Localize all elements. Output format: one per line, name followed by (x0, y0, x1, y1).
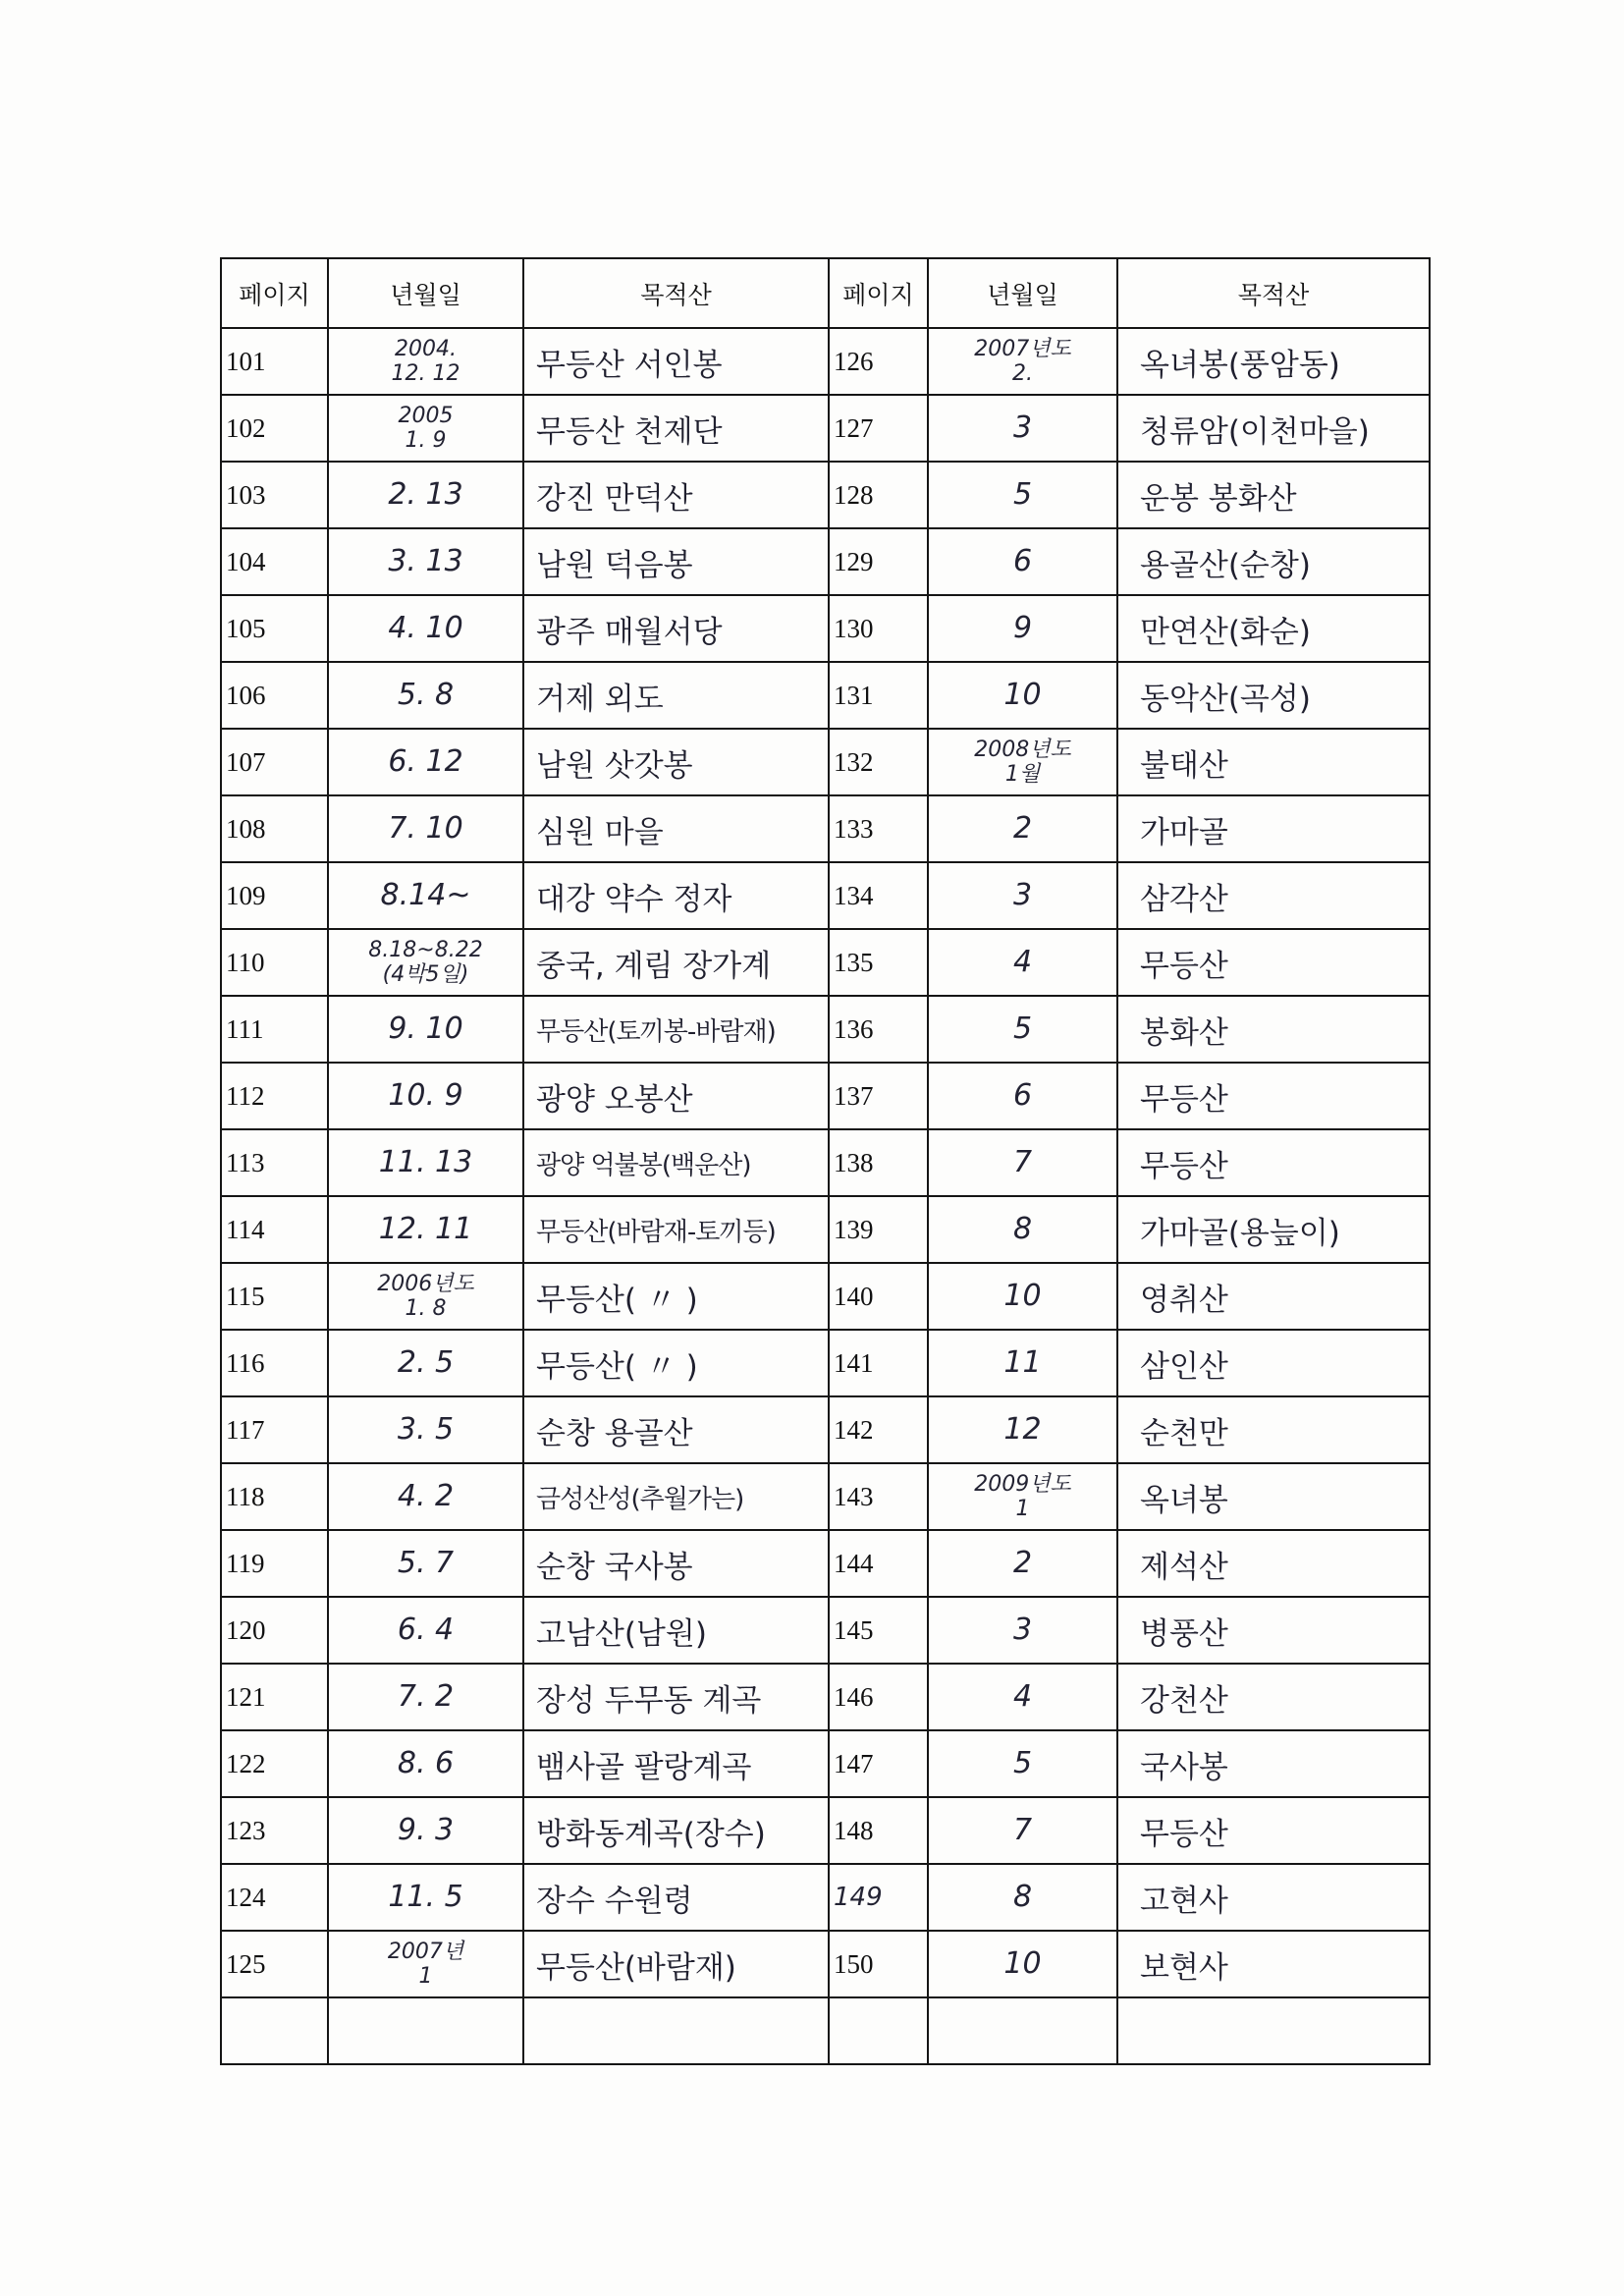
page-number: 131 (829, 662, 928, 729)
date: 10 (928, 1931, 1117, 1997)
page-number: 137 (829, 1063, 928, 1129)
log-row (221, 1931, 1430, 1997)
log-row (221, 1864, 1430, 1931)
header-row (221, 258, 1430, 328)
destination: 불태산 (1117, 729, 1430, 795)
page-number: 106 (221, 662, 328, 729)
log-row (221, 929, 1430, 996)
page-number: 103 (221, 462, 328, 528)
date: 12. 11 (328, 1196, 523, 1263)
destination: 가마골(용늪이) (1117, 1196, 1430, 1263)
page-number: 149 (829, 1864, 928, 1931)
hiking-log-table (220, 257, 1431, 2065)
page-number: 114 (221, 1196, 328, 1263)
date: 10 (928, 1263, 1117, 1330)
page-number: 135 (829, 929, 928, 996)
destination: 국사봉 (1117, 1730, 1430, 1797)
destination: 옥녀봉(풍암동) (1117, 328, 1430, 395)
page-number: 130 (829, 595, 928, 662)
destination: 옥녀봉 (1117, 1463, 1430, 1530)
date: 2. 13 (328, 462, 523, 528)
date: 7. 10 (328, 795, 523, 862)
destination: 가마골 (1117, 795, 1430, 862)
log-row (221, 1530, 1430, 1597)
page-number: 132 (829, 729, 928, 795)
date: 5 (928, 996, 1117, 1063)
log-row (221, 1597, 1430, 1664)
date: 11. 5 (328, 1864, 523, 1931)
log-row (221, 528, 1430, 595)
page-number: 108 (221, 795, 328, 862)
date: 9. 3 (328, 1797, 523, 1864)
destination: 순창 용골산 (523, 1396, 829, 1463)
date: 6. 4 (328, 1597, 523, 1664)
destination: 장성 두무동 계곡 (523, 1664, 829, 1730)
destination: 삼인산 (1117, 1330, 1430, 1396)
page-number: 150 (829, 1931, 928, 1997)
page-number: 136 (829, 996, 928, 1063)
date: 8 (928, 1196, 1117, 1263)
page-number: 120 (221, 1597, 328, 1664)
destination: 무등산(바람재) (523, 1931, 829, 1997)
date: 2008년도 1월 (928, 729, 1117, 795)
empty-cell (523, 1997, 829, 2064)
date: 10. 9 (328, 1063, 523, 1129)
log-row (221, 1664, 1430, 1730)
log-row (221, 328, 1430, 395)
page-number: 133 (829, 795, 928, 862)
destination: 동악산(곡성) (1117, 662, 1430, 729)
destination: 남원 삿갓봉 (523, 729, 829, 795)
page-number: 113 (221, 1129, 328, 1196)
date: 3 (928, 862, 1117, 929)
destination: 중국, 계림 장가계 (523, 929, 829, 996)
page-number: 112 (221, 1063, 328, 1129)
destination: 무등산(바람재-토끼등) (523, 1196, 829, 1263)
page-number: 146 (829, 1664, 928, 1730)
page-number: 110 (221, 929, 328, 996)
page-number: 143 (829, 1463, 928, 1530)
destination: 장수 수원령 (523, 1864, 829, 1931)
date: 2. 5 (328, 1330, 523, 1396)
date: 3 (928, 1597, 1117, 1664)
destination: 고남산(남원) (523, 1597, 829, 1664)
log-row (221, 1063, 1430, 1129)
page-number: 107 (221, 729, 328, 795)
destination: 보현사 (1117, 1931, 1430, 1997)
date: 12 (928, 1396, 1117, 1463)
header-page: 페이지 (221, 258, 328, 328)
destination: 남원 덕음봉 (523, 528, 829, 595)
destination: 무등산 (1117, 1797, 1430, 1864)
log-row (221, 1263, 1430, 1330)
destination: 방화동계곡(장수) (523, 1797, 829, 1864)
log-row (221, 1330, 1430, 1396)
empty-cell (328, 1997, 523, 2064)
date: 11 (928, 1330, 1117, 1396)
date: 4. 2 (328, 1463, 523, 1530)
page-number: 128 (829, 462, 928, 528)
page-number: 140 (829, 1263, 928, 1330)
date: 2009년도 1 (928, 1463, 1117, 1530)
header-destination: 목적산 (523, 258, 829, 328)
date: 6 (928, 1063, 1117, 1129)
date: 2006년도 1. 8 (328, 1263, 523, 1330)
log-row (221, 1797, 1430, 1864)
destination: 영취산 (1117, 1263, 1430, 1330)
destination: 고현사 (1117, 1864, 1430, 1931)
destination: 금성산성(추월가는) (523, 1463, 829, 1530)
destination: 광양 억불봉(백운산) (523, 1129, 829, 1196)
page-number: 134 (829, 862, 928, 929)
page-number: 117 (221, 1396, 328, 1463)
date: 2004. 12. 12 (328, 328, 523, 395)
page-number: 101 (221, 328, 328, 395)
date: 2007년 1 (328, 1931, 523, 1997)
date: 5. 7 (328, 1530, 523, 1597)
log-row (221, 1396, 1430, 1463)
destination: 봉화산 (1117, 996, 1430, 1063)
destination: 청류암(이천마을) (1117, 395, 1430, 462)
page-number: 129 (829, 528, 928, 595)
date: 7. 2 (328, 1664, 523, 1730)
page-number: 148 (829, 1797, 928, 1864)
page-number: 116 (221, 1330, 328, 1396)
log-row (221, 1196, 1430, 1263)
date: 8.18~8.22 (4박5일) (328, 929, 523, 996)
date: 4 (928, 1664, 1117, 1730)
page-number: 111 (221, 996, 328, 1063)
date: 6 (928, 528, 1117, 595)
destination: 광양 오봉산 (523, 1063, 829, 1129)
page-number: 144 (829, 1530, 928, 1597)
destination: 뱀사골 팔랑계곡 (523, 1730, 829, 1797)
date: 3 (928, 395, 1117, 462)
date: 5 (928, 462, 1117, 528)
date: 2 (928, 1530, 1117, 1597)
header-date: 년월일 (328, 258, 523, 328)
date: 3. 5 (328, 1396, 523, 1463)
date: 2007년도 2. (928, 328, 1117, 395)
empty-cell (928, 1997, 1117, 2064)
log-row (221, 862, 1430, 929)
log-row (221, 1730, 1430, 1797)
date: 4. 10 (328, 595, 523, 662)
page-number: 125 (221, 1931, 328, 1997)
page-number: 147 (829, 1730, 928, 1797)
log-row (221, 395, 1430, 462)
date: 2005 1. 9 (328, 395, 523, 462)
destination: 광주 매월서당 (523, 595, 829, 662)
destination: 무등산 (1117, 1129, 1430, 1196)
header-page: 페이지 (829, 258, 928, 328)
page-number: 102 (221, 395, 328, 462)
date: 10 (928, 662, 1117, 729)
log-row (221, 462, 1430, 528)
destination: 심원 마을 (523, 795, 829, 862)
destination: 무등산 천제단 (523, 395, 829, 462)
destination: 무등산( 〃 ) (523, 1263, 829, 1330)
page-number: 122 (221, 1730, 328, 1797)
empty-cell (829, 1997, 928, 2064)
page-number: 139 (829, 1196, 928, 1263)
page-number: 104 (221, 528, 328, 595)
log-row (221, 729, 1430, 795)
destination: 무등산 (1117, 929, 1430, 996)
page-number: 123 (221, 1797, 328, 1864)
destination: 강천산 (1117, 1664, 1430, 1730)
destination: 만연산(화순) (1117, 595, 1430, 662)
page-number: 126 (829, 328, 928, 395)
destination: 강진 만덕산 (523, 462, 829, 528)
date: 11. 13 (328, 1129, 523, 1196)
page-number: 105 (221, 595, 328, 662)
empty-row (221, 1997, 1430, 2064)
destination: 순창 국사봉 (523, 1530, 829, 1597)
log-row (221, 662, 1430, 729)
date: 9. 10 (328, 996, 523, 1063)
date: 8. 6 (328, 1730, 523, 1797)
page-number: 141 (829, 1330, 928, 1396)
log-row (221, 996, 1430, 1063)
date: 2 (928, 795, 1117, 862)
page-number: 142 (829, 1396, 928, 1463)
date: 6. 12 (328, 729, 523, 795)
destination: 무등산(토끼봉-바람재) (523, 996, 829, 1063)
date: 8 (928, 1864, 1117, 1931)
destination: 대강 약수 정자 (523, 862, 829, 929)
destination: 무등산 서인봉 (523, 328, 829, 395)
page-number: 124 (221, 1864, 328, 1931)
date: 7 (928, 1797, 1117, 1864)
log-row (221, 1463, 1430, 1530)
log-row (221, 595, 1430, 662)
date: 3. 13 (328, 528, 523, 595)
page-number: 119 (221, 1530, 328, 1597)
empty-cell (1117, 1997, 1430, 2064)
empty-cell (221, 1997, 328, 2064)
destination: 용골산(순창) (1117, 528, 1430, 595)
page-number: 145 (829, 1597, 928, 1664)
date: 9 (928, 595, 1117, 662)
destination: 무등산 (1117, 1063, 1430, 1129)
page-number: 121 (221, 1664, 328, 1730)
destination: 거제 외도 (523, 662, 829, 729)
date: 7 (928, 1129, 1117, 1196)
destination: 운봉 봉화산 (1117, 462, 1430, 528)
header-destination: 목적산 (1117, 258, 1430, 328)
header-date: 년월일 (928, 258, 1117, 328)
log-row (221, 795, 1430, 862)
page-number: 127 (829, 395, 928, 462)
page-number: 118 (221, 1463, 328, 1530)
destination: 순천만 (1117, 1396, 1430, 1463)
date: 5. 8 (328, 662, 523, 729)
destination: 무등산( 〃 ) (523, 1330, 829, 1396)
page-number: 115 (221, 1263, 328, 1330)
date: 5 (928, 1730, 1117, 1797)
destination: 병풍산 (1117, 1597, 1430, 1664)
log-row (221, 1129, 1430, 1196)
date: 4 (928, 929, 1117, 996)
destination: 제석산 (1117, 1530, 1430, 1597)
page-number: 138 (829, 1129, 928, 1196)
page-number: 109 (221, 862, 328, 929)
destination: 삼각산 (1117, 862, 1430, 929)
date: 8.14~ (328, 862, 523, 929)
